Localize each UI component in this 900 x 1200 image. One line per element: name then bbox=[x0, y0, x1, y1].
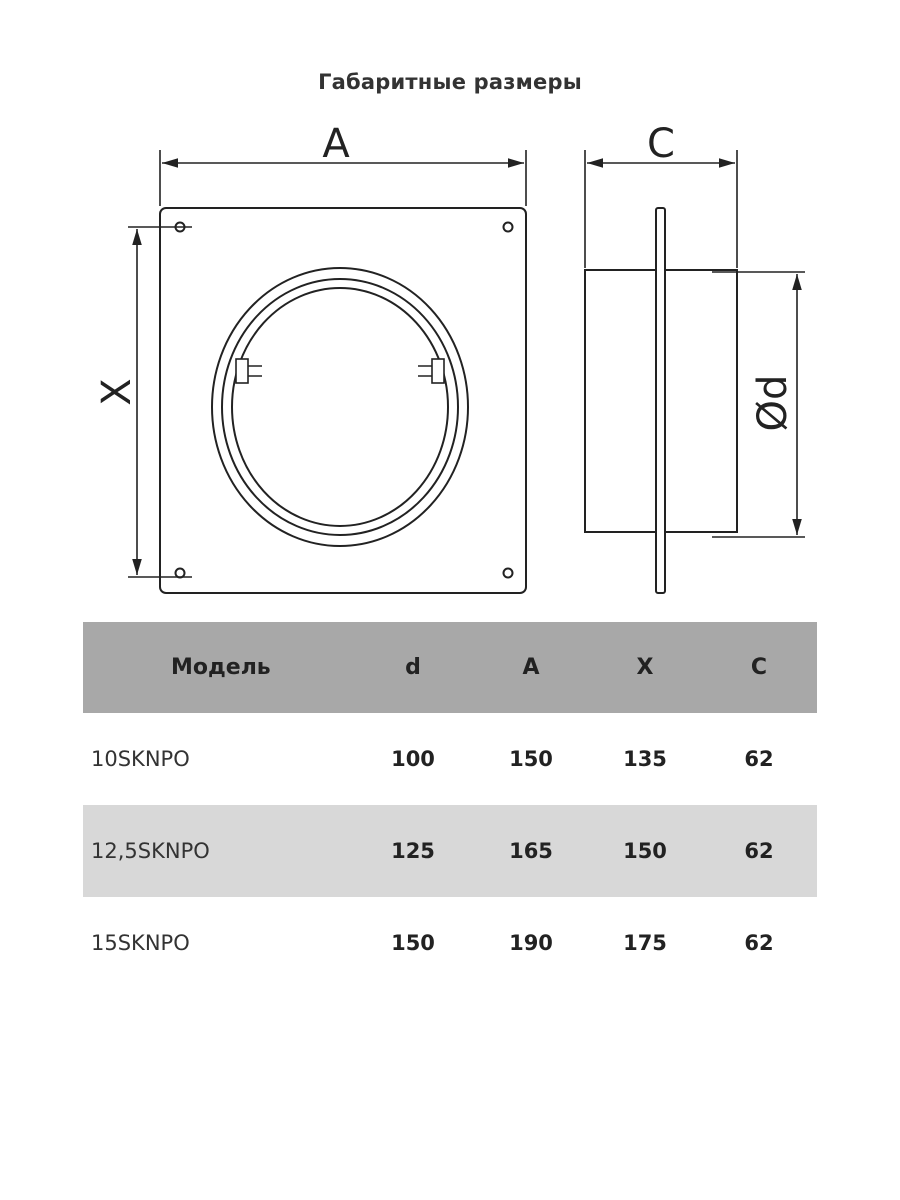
label-c: C bbox=[647, 121, 675, 167]
table-row bbox=[83, 805, 817, 897]
cell-model: 15SKNPO bbox=[91, 931, 190, 955]
header-x: X bbox=[636, 655, 654, 680]
table-row bbox=[83, 897, 817, 989]
label-a: A bbox=[322, 121, 350, 167]
side-plate bbox=[656, 208, 665, 593]
header-c: C bbox=[750, 655, 768, 680]
header-model: Модель bbox=[171, 655, 271, 680]
table-row bbox=[83, 713, 817, 805]
left-clip bbox=[236, 359, 262, 383]
cell-a: 150 bbox=[509, 747, 553, 771]
cell-c: 62 bbox=[744, 839, 774, 863]
mounting-hole-bottom-right bbox=[504, 569, 513, 578]
table-header-row bbox=[83, 622, 817, 713]
spigot-inner-ring bbox=[222, 279, 458, 535]
label-x: X bbox=[94, 378, 140, 406]
page-title: Габаритные размеры bbox=[318, 70, 582, 94]
side-view bbox=[585, 208, 737, 593]
dimensions-table bbox=[83, 622, 817, 989]
header-a: A bbox=[522, 655, 540, 680]
cell-a: 165 bbox=[509, 839, 553, 863]
cell-c: 62 bbox=[744, 747, 774, 771]
cell-d: 150 bbox=[391, 931, 435, 955]
cell-a: 190 bbox=[509, 931, 553, 955]
cell-c: 62 bbox=[744, 931, 774, 955]
mounting-hole-top-right bbox=[504, 223, 513, 232]
front-view bbox=[160, 208, 526, 593]
spigot-bore bbox=[232, 288, 448, 526]
cell-x: 175 bbox=[623, 931, 667, 955]
cell-model: 10SKNPO bbox=[91, 747, 190, 771]
header-d: d bbox=[405, 655, 421, 680]
spigot-outer-ring bbox=[212, 268, 468, 546]
cell-x: 150 bbox=[623, 839, 667, 863]
label-diameter-d: Ød bbox=[750, 374, 796, 432]
cell-model: 12,5SKNPO bbox=[91, 839, 210, 863]
mounting-hole-bottom-left bbox=[176, 569, 185, 578]
right-clip bbox=[418, 359, 444, 383]
cell-d: 125 bbox=[391, 839, 435, 863]
cell-d: 100 bbox=[391, 747, 435, 771]
cell-x: 135 bbox=[623, 747, 667, 771]
